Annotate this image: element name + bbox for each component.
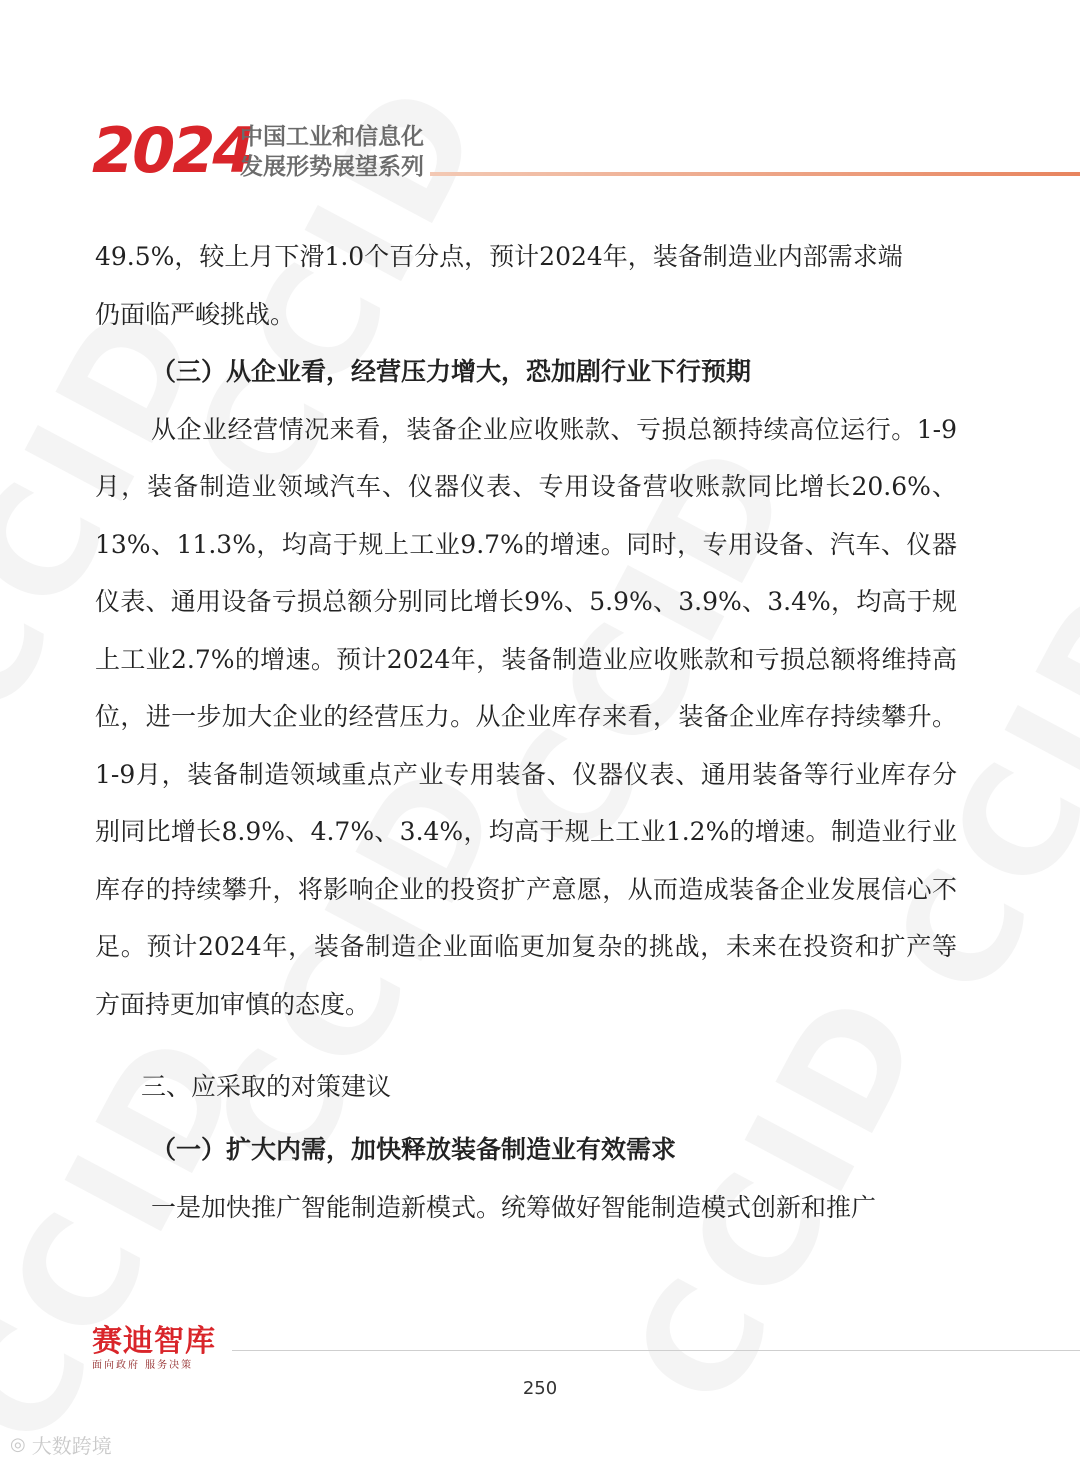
section-heading: 三、应采取的对策建议: [141, 1072, 392, 1101]
series-title-line-2: 发展形势展望系列: [240, 154, 424, 180]
paragraph-smart-manufacturing: 一是加快推广智能制造新模式。统筹做好智能制造模式创新和推广: [151, 1192, 877, 1222]
subheading-1: （一）扩大内需，加快释放装备制造业有效需求: [151, 1135, 677, 1164]
source-watermark-text: 大数跨境: [31, 1434, 112, 1458]
series-title: [240, 122, 424, 182]
footer-tagline: 面向政府 服务决策: [92, 1360, 194, 1371]
subheading-3: （三）从企业看，经营压力增大，恐加剧行业下行预期: [151, 357, 752, 386]
page-number: 250: [522, 1378, 558, 1399]
camera-icon: ◎: [10, 1434, 26, 1455]
paragraph-enterprise: 从企业经营情况来看，装备企业应收账款、亏损总额持续高位运行。1-9月，装备制造业领域汽车、仪器仪表、专用设备营收账款同比增长20.6%、13%、11.3%，均高于规上工业9.7%的增速。同时，专用设备、汽车、仪器仪表、通用设备亏损总额分别同比增长9%、5.9%、3.9%、3.4%，均高于规上工业2.7%的增速。预计2024年，装备制造业应收账款和亏损总额将维持高位，进一步加大企业的经营压力。从企业库存来看，装备企业库存持续攀升。1-9月，装备制造领域重点产业专用装备、仪器仪表、通用装备等行业库存分别同比增长8.9%、4.7%、3.4%，均高于规上工业1.2%的增速。制造业行业库存的持续攀升，将影响企业的投资扩产意愿，从而造成装备企业发展信心不足。预计2024年，装备制造企业面临更加复杂的挑战，未来在投资和扩产等方面持更加审慎的态度。: [95, 414, 957, 1019]
year-logo: 2024: [92, 114, 253, 187]
header-divider: [430, 172, 1080, 176]
paragraph-continued-line-1: 49.5%，较上月下滑1.0个百分点，预计2024年，装备制造业内部需求端: [95, 242, 903, 271]
source-watermark: [10, 1430, 112, 1459]
series-title-line-1: 中国工业和信息化: [240, 124, 424, 150]
document-body: [95, 228, 957, 1236]
page-header: [0, 0, 1080, 200]
ccid-think-tank-logo: [92, 1325, 216, 1373]
footer-brand: 赛迪智库: [92, 1324, 216, 1359]
footer-divider: [232, 1350, 1080, 1351]
paragraph-continued-line-2: 仍面临严峻挑战。: [95, 299, 296, 329]
